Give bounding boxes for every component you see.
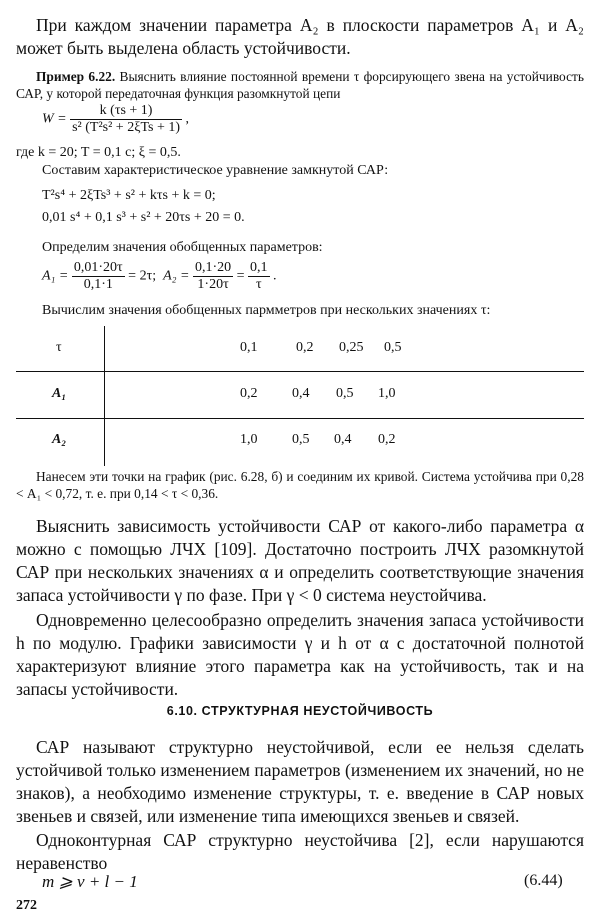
- a2-numerator-2: 0,1: [250, 260, 268, 275]
- parameter-values: где k = 20; T = 0,1 с; ξ = 0,5.: [16, 145, 181, 160]
- example-statement: [16, 68, 584, 102]
- a2-tail: .: [273, 268, 277, 284]
- paragraph-margin: Одновременно целесообразно определить значения запаса устойчивости h по модулю. Графики зависимости γ и h от α с достаточной полнотой характеризуют влияние этого параметра как на устойчивость, так и на запасы устойчивости.: [16, 610, 584, 699]
- row-label-tau: τ: [56, 340, 62, 355]
- table-cell: 0,5: [292, 432, 310, 447]
- w-tail: ,: [185, 111, 190, 127]
- table-cell: 0,4: [334, 432, 352, 447]
- char-eq-intro: Составим характеристическое уравнение замкнутой САР:: [42, 163, 389, 178]
- gen-params-intro: Определим значения обобщенных параметров:: [42, 240, 323, 255]
- a2-numerator: 0,1·20: [194, 260, 232, 275]
- a2-denominator-2: τ: [255, 277, 262, 292]
- equation-number: (6.44): [524, 872, 563, 889]
- page-number: 272: [16, 898, 37, 913]
- paragraph-condition: Одноконтурная САР структурно неустойчива [2], если нарушаются неравенство: [16, 830, 584, 873]
- table-cell: 1,0: [240, 432, 258, 447]
- a2-equals: =: [236, 268, 245, 284]
- row-label-a2: A₂: [52, 432, 67, 447]
- example-label: Пример 6.22.: [36, 69, 116, 84]
- a2-fraction-2: [248, 260, 270, 293]
- w-denominator: s² (T²s² + 2ξTs + 1): [72, 120, 181, 135]
- transfer-function: [42, 103, 189, 136]
- a1-denominator: 0,1·1: [83, 277, 113, 292]
- table-cell: 0,25: [339, 340, 364, 355]
- a1-lhs: A₁ =: [42, 268, 69, 284]
- a1-rhs: = 2τ;: [128, 268, 157, 284]
- calc-intro: Вычислим значения обобщенных пармметров при нескольких значениях τ:: [42, 303, 491, 318]
- table-cell: 0,5: [336, 386, 354, 401]
- w-numerator: k (τs + 1): [70, 103, 182, 120]
- w-lhs: W =: [42, 111, 67, 127]
- values-table: [16, 326, 584, 466]
- char-equation-2: 0,01 s⁴ + 0,1 s³ + s² + 20τs + 20 = 0.: [42, 210, 245, 225]
- a1-fraction: [72, 260, 125, 293]
- example-conclusion: Нанесем эти точки на график (рис. 6.28, б) и соединим их кривой. Система устойчива при 0,28 < A₁ < 0,72, т. е. при 0,14 < τ < 0,36.: [16, 469, 584, 501]
- intro-paragraph: При каждом значении параметра A₂ в плоскости параметров A₁ и A₂ может быть выделена область устойчивости.: [16, 15, 584, 58]
- table-cell: 0,5: [384, 340, 402, 355]
- a2-denominator: 1·20τ: [197, 277, 229, 292]
- inequality: m ⩾ ν + l − 1: [42, 872, 138, 891]
- table-cell: 0,4: [292, 386, 310, 401]
- table-rule-1: [16, 371, 584, 372]
- table-rule-2: [16, 418, 584, 419]
- a2-lhs: A₂ =: [163, 268, 190, 284]
- table-cell: 0,2: [240, 386, 258, 401]
- example-text: Выяснить влияние постоянной времени τ форсирующего звена на устойчивость САР, у которой передаточная функция разомкнутой цепи: [16, 69, 584, 101]
- table-cell: 0,2: [296, 340, 314, 355]
- table-vertical-rule: [104, 326, 105, 466]
- paragraph-structural: САР называют структурно неустойчивой, если ее нельзя сделать устойчивой только изменением параметров (изменением их значений, но не знаков), а необходимо изменение структуры, т. е. введение в САР новых звеньев и связей, или изменение типа имеющихся звеньев и связей.: [16, 737, 584, 826]
- table-cell: 1,0: [378, 386, 396, 401]
- table-cell: 0,2: [378, 432, 396, 447]
- char-equation-1: T²s⁴ + 2ξTs³ + s² + kτs + k = 0;: [42, 188, 216, 203]
- paragraph-lch: Выяснить зависимость устойчивости САР от какого-либо параметра α можно с помощью ЛЧХ [109]. Достаточно построить ЛЧХ разомкнутой САР при нескольких значениях α и определить соответствующие значения запаса устойчивости γ по фазе. При γ < 0 система неустойчива.: [16, 516, 584, 605]
- table-cell: 0,1: [240, 340, 258, 355]
- row-label-a1: A₁: [52, 386, 67, 401]
- generalized-parameters: [42, 260, 277, 293]
- w-fraction: [70, 103, 182, 136]
- section-heading: 6.10. СТРУКТУРНАЯ НЕУСТОЙЧИВОСТЬ: [166, 704, 434, 718]
- a1-numerator: 0,01·20τ: [73, 260, 123, 275]
- a2-fraction: [193, 260, 233, 293]
